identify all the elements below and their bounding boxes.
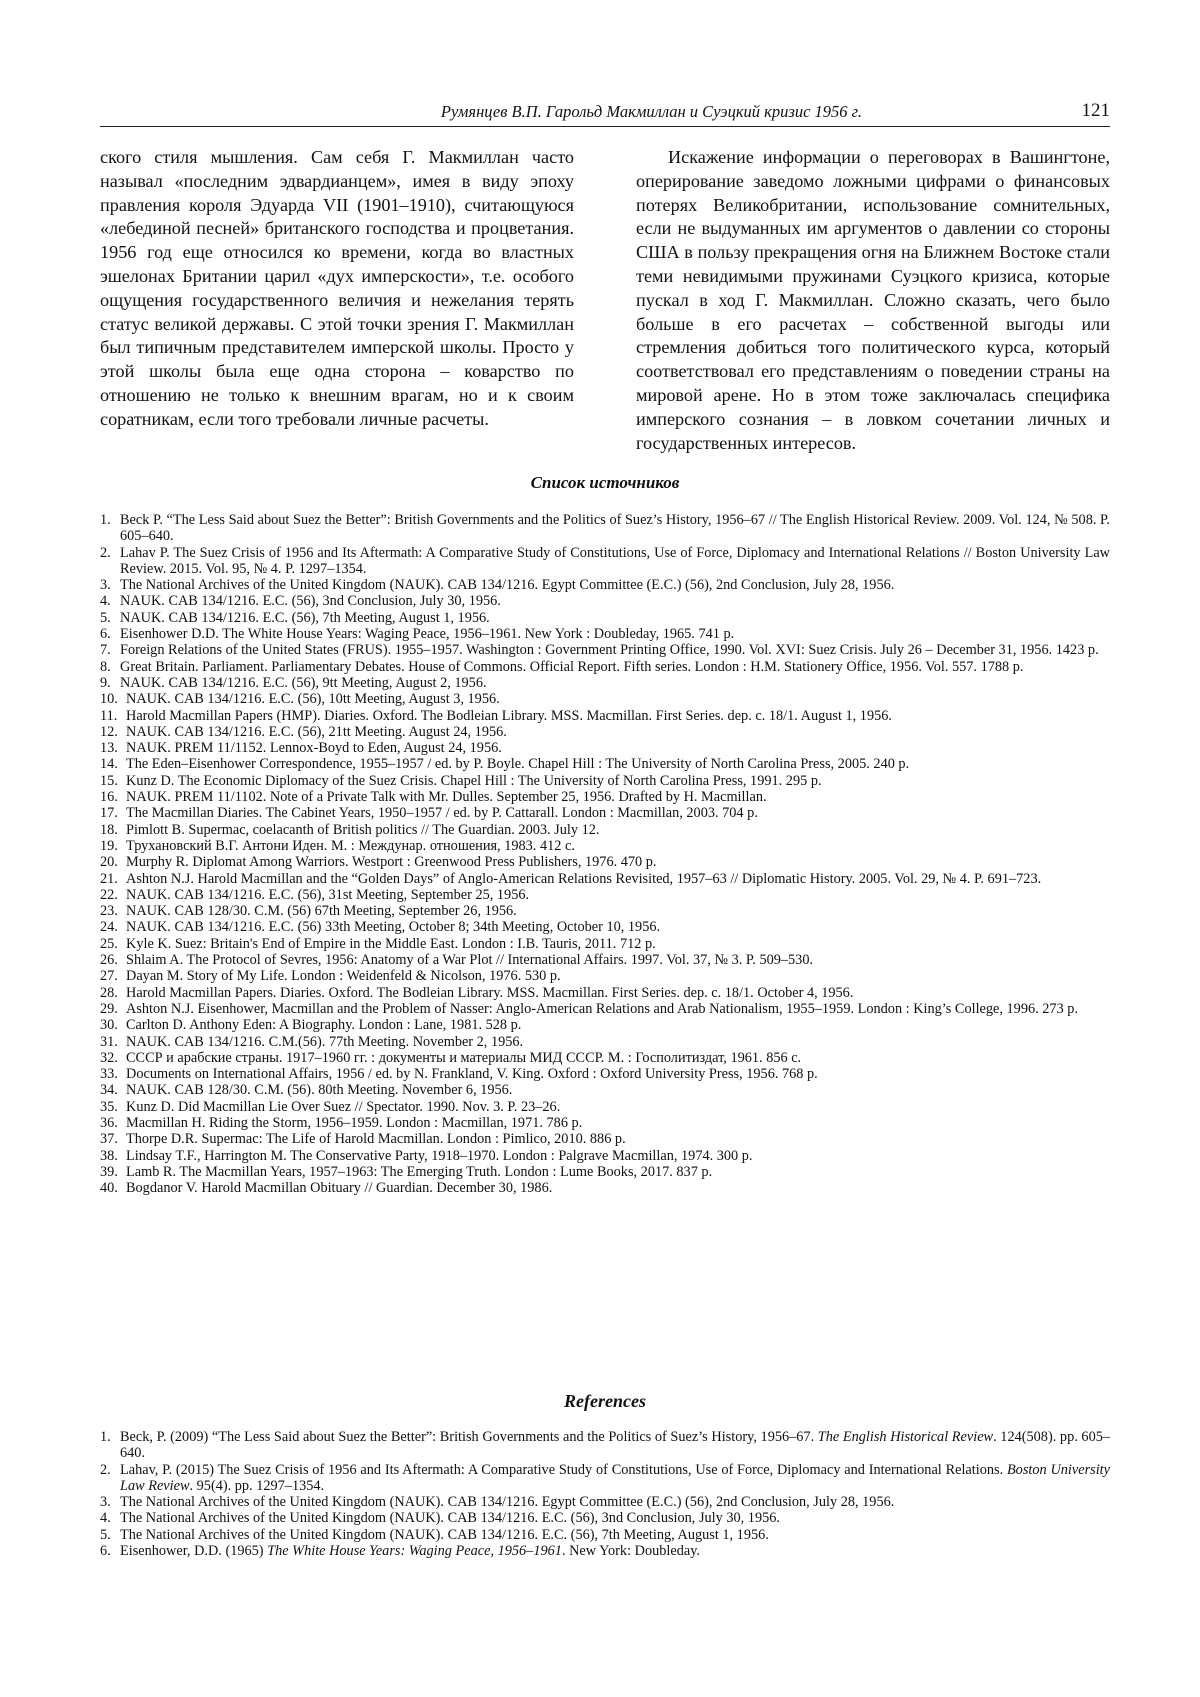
source-text: Beck P. “The Less Said about Suez the Better”: British Governments and the Politics of Suez’s History, 1956–67 // The English Historical Review. 2009. Vol. 124, № 508. P. 605–640.: [120, 512, 1110, 545]
source-item: [100, 854, 1110, 870]
left-column: [100, 146, 574, 432]
source-number: 40.: [100, 1180, 118, 1197]
page-number: 121: [1081, 100, 1110, 121]
source-text: Great Britain. Parliament. Parliamentary Debates. House of Commons. Official Report. Fifth series. London : H.M. Stationery Office, 1956. Vol. 557. 1788 p.: [120, 658, 1024, 675]
source-item: [100, 1099, 1110, 1115]
source-number: 21.: [100, 870, 118, 887]
source-text: Lamb R. The Macmillan Years, 1957–1963: The Emerging Truth. London : Lume Books, 2017. 837 p.: [126, 1163, 713, 1180]
source-text: Eisenhower D.D. The White House Years: Waging Peace, 1956–1961. New York : Doubleday, 1965. 741 p.: [120, 626, 735, 643]
source-number: 38.: [100, 1147, 118, 1164]
source-number: 10.: [100, 691, 118, 708]
reference-after-text: . 124(508). pp. 605–640.: [120, 1429, 1111, 1462]
source-item: [100, 968, 1110, 984]
source-item: [100, 577, 1110, 593]
reference-item: [100, 1510, 1110, 1526]
source-text: NAUK. CAB 134/1216. E.C. (56), 7th Meeting, August 1, 1956.: [120, 609, 490, 626]
source-number: 20.: [100, 854, 118, 871]
source-text: СССР и арабские страны. 1917–1960 гг. : документы и материалы МИД СССР. М. : Госполитиздат, 1961. 856 с.: [126, 1049, 802, 1066]
sources-list: [100, 512, 1110, 1196]
source-text: NAUK. PREM 11/1102. Note of a Private Talk with Mr. Dulles. September 25, 1956. Drafted by H. Macmillan.: [126, 789, 767, 806]
source-number: 39.: [100, 1163, 118, 1180]
source-number: 14.: [100, 756, 118, 773]
source-item: [100, 887, 1110, 903]
reference-italic-text: Boston University Law Review: [120, 1461, 1110, 1494]
source-number: 11.: [100, 707, 118, 724]
reference-text: [120, 1462, 1110, 1494]
source-text: The National Archives of the United Kingdom (NAUK). CAB 134/1216. Egypt Committee (E.C.) (56), 2nd Conclusion, July 28, 1956.: [120, 577, 895, 594]
source-item: [100, 903, 1110, 919]
source-number: 1.: [100, 512, 111, 528]
reference-item: [100, 1462, 1110, 1495]
reference-text: [120, 1494, 894, 1510]
reference-after-text: . New York: Doubleday.: [561, 1543, 700, 1560]
source-number: 18.: [100, 821, 118, 838]
source-text: Трухановский В.Г. Антони Иден. М. : Междунар. отношения, 1983. 412 с.: [126, 837, 575, 854]
reference-text: [120, 1429, 1110, 1461]
source-text: Shlaim A. The Protocol of Sevres, 1956: Anatomy of a War Plot // International Affairs. 1997. Vol. 37, № 3. P. 509–530.: [126, 952, 814, 969]
source-item: [100, 1164, 1110, 1180]
references-heading: References: [564, 1391, 646, 1411]
left-column-paragraph: ского стиля мышления. Сам себя Г. Макмиллан часто называл «последним эдвардианцем», имея в виду эпоху правления короля Эдуарда VII (1901–1910), считающуюся «лебединой песней» британского господства и процветания. 1956 год еще относился ко времени, когда во властных эшелонах Британии царил «дух имперскости», т.е. особого ощущения государственного величия и нежелания терять статус великой державы. С этой точки зрения Г. Макмиллан был типичным представителем имперской школы. Просто у этой школы была еще одна сторона – коварство по отношению не только к внешним врагам, но и к своим соратникам, если того требовали личные расчеты.: [100, 147, 574, 429]
reference-number: 4.: [100, 1510, 111, 1527]
source-item: [100, 675, 1110, 691]
source-number: 22.: [100, 886, 118, 903]
source-number: 30.: [100, 1017, 118, 1034]
source-text: NAUK. CAB 134/1216. E.C. (56), 31st Meeting, September 25, 1956.: [126, 886, 530, 903]
source-item: [100, 593, 1110, 609]
source-text: NAUK. CAB 134/1216. E.C. (56), 21tt Meeting. August 24, 1956.: [126, 723, 507, 740]
source-item: [100, 642, 1110, 658]
source-number: 35.: [100, 1098, 118, 1115]
source-text: NAUK. CAB 128/30. C.M. (56). 80th Meeting. November 6, 1956.: [126, 1082, 513, 1099]
source-text: Ashton N.J. Eisenhower, Macmillan and the Problem of Nasser: Anglo-American Relations and Arab Nationalism, 1955–1959. London : King’s College, 1996. 273 p.: [126, 1000, 1079, 1017]
source-number: 4.: [100, 593, 111, 610]
source-text: Harold Macmillan Papers (HMP). Diaries. Oxford. The Bodleian Library. MSS. Macmillan. First Series. dep. c. 18/1. August 1, 1956.: [126, 707, 892, 724]
source-item: [100, 724, 1110, 740]
source-text: Kunz D. Did Macmillan Lie Over Suez // Spectator. 1990. Nov. 3. P. 23–26.: [126, 1098, 561, 1115]
source-number: 12.: [100, 723, 118, 740]
reference-before-text: Eisenhower, D.D. (1965): [120, 1543, 268, 1560]
source-item: [100, 756, 1110, 772]
reference-italic-text: The White House Years: Waging Peace, 1956–1961: [267, 1543, 562, 1560]
reference-before-text: The National Archives of the United Kingdom (NAUK). CAB 134/1216. Egypt Committee (E.C.) (56), 2nd Conclusion, July 28, 1956.: [120, 1494, 895, 1511]
source-item: [100, 610, 1110, 626]
reference-number: 5.: [100, 1526, 111, 1543]
source-text: Ashton N.J. Harold Macmillan and the “Golden Days” of Anglo-American Relations Revisited, 1957–63 // Diplomatic History. 2005. Vol. 29, № 4. P. 691–723.: [126, 870, 1042, 887]
running-header: [100, 96, 1110, 127]
source-item: [100, 985, 1110, 1001]
source-text: Pimlott B. Supermac, coelacanth of British politics // The Guardian. 2003. July 12.: [126, 821, 600, 838]
source-item: [100, 919, 1110, 935]
source-number: 6.: [100, 626, 111, 643]
source-item: [100, 789, 1110, 805]
source-item: [100, 512, 1110, 545]
source-number: 25.: [100, 935, 118, 952]
source-number: 13.: [100, 740, 118, 757]
source-number: 15.: [100, 772, 118, 789]
source-text: NAUK. CAB 134/1216. E.C. (56) 33th Meeting, October 8; 34th Meeting, October 10, 1956.: [126, 919, 661, 936]
reference-item: [100, 1429, 1110, 1462]
source-text: Carlton D. Anthony Eden: A Biography. London : Lane, 1981. 528 p.: [126, 1017, 522, 1034]
source-number: 3.: [100, 577, 111, 594]
source-text: Bogdanor V. Harold Macmillan Obituary // Guardian. December 30, 1986.: [126, 1180, 553, 1197]
source-item: [100, 740, 1110, 756]
source-item: [100, 708, 1110, 724]
source-number: 9.: [100, 674, 111, 691]
source-text: Harold Macmillan Papers. Diaries. Oxford. The Bodleian Library. MSS. Macmillan. First Series. dep. c. 18/1. October 4, 1956.: [126, 984, 854, 1001]
reference-item: [100, 1543, 1110, 1559]
source-number: 29.: [100, 1000, 118, 1017]
source-number: 32.: [100, 1049, 118, 1066]
source-number: 34.: [100, 1082, 118, 1099]
source-text: NAUK. CAB 134/1216. E.C. (56), 3nd Conclusion, July 30, 1956.: [120, 593, 501, 610]
source-item: [100, 838, 1110, 854]
source-text: NAUK. CAB 134/1216. E.C. (56), 9tt Meeting, August 2, 1956.: [120, 674, 487, 691]
sources-heading: Список источников: [530, 473, 680, 492]
source-text: Lindsay T.F., Harrington M. The Conservative Party, 1918–1970. London : Palgrave Macmillan, 1974. 300 p.: [126, 1147, 753, 1164]
source-number: 23.: [100, 903, 118, 920]
reference-before-text: The National Archives of the United Kingdom (NAUK). CAB 134/1216. E.C. (56), 3nd Conclusion, July 30, 1956.: [120, 1510, 780, 1527]
source-number: 7.: [100, 642, 111, 659]
source-text: Lahav P. The Suez Crisis of 1956 and Its Aftermath: A Comparative Study of Constitutions, Use of Force, Diplomacy and International Relations // Boston University Law Review. 2015. Vol. 95, № 4. P. 1297–1354.: [120, 544, 1110, 577]
source-item: [100, 822, 1110, 838]
source-item: [100, 773, 1110, 789]
source-item: [100, 691, 1110, 707]
source-number: 33.: [100, 1066, 118, 1083]
source-item: [100, 1066, 1110, 1082]
source-item: [100, 871, 1110, 887]
reference-number: 2.: [100, 1461, 111, 1478]
source-item: [100, 805, 1110, 821]
reference-item: [100, 1527, 1110, 1543]
source-item: [100, 545, 1110, 578]
reference-text: [120, 1527, 769, 1543]
source-item: [100, 936, 1110, 952]
source-text: Macmillan H. Riding the Storm, 1956–1959. London : Macmillan, 1971. 786 p.: [126, 1114, 583, 1131]
source-item: [100, 952, 1110, 968]
source-number: 36.: [100, 1114, 118, 1131]
right-column-paragraph: Искажение информации о переговорах в Вашингтоне, оперирование заведомо ложными цифрами о финансовых потерях Великобритании, использование сомнительных, если не выдуманных им аргументов о давлении со стороны США в пользу прекращения огня на Ближнем Востоке стали теми невидимыми пружинами Суэцкого кризиса, которые пускал в ход Г. Макмиллан. Сложно сказать, чего было больше в его расчетах – собственной выгоды или стремления добиться того политического курса, который соответствовал его представлениям о поведении страны на мировой арене. Но в этом тоже заключалась специфика имперского сознания – в ловком сочетании личных и государственных интересов.: [636, 147, 1110, 453]
reference-number: 3.: [100, 1494, 111, 1511]
source-number: 27.: [100, 968, 118, 985]
reference-text: [120, 1543, 700, 1559]
source-text: Murphy R. Diplomat Among Warriors. Westport : Greenwood Press Publishers, 1976. 470 p.: [126, 854, 657, 871]
reference-before-text: Lahav, P. (2015) The Suez Crisis of 1956 and Its Aftermath: A Comparative Study of Constitutions, Use of Force, Diplomacy and International Relations.: [120, 1461, 1007, 1478]
reference-before-text: The National Archives of the United Kingdom (NAUK). CAB 134/1216. E.C. (56), 7th Meeting, August 1, 1956.: [120, 1526, 769, 1543]
references-list: [100, 1429, 1110, 1559]
source-text: The Eden–Eisenhower Correspondence, 1955–1957 / ed. by P. Boyle. Chapel Hill : The University of North Carolina Press, 2005. 240 p.: [126, 756, 910, 773]
source-text: Foreign Relations of the United States (FRUS). 1955–1957. Washington : Government Printing Office, 1990. Vol. XVI: Suez Crisis. July 26 – December 31, 1956. 1423 p.: [120, 642, 1099, 659]
reference-number: 6.: [100, 1543, 111, 1560]
source-number: 2.: [100, 544, 111, 561]
source-text: Dayan M. Story of My Life. London : Weidenfeld & Nicolson, 1976. 530 p.: [126, 968, 561, 985]
source-number: 5.: [100, 609, 111, 626]
source-text: NAUK. PREM 11/1152. Lennox-Boyd to Eden, August 24, 1956.: [126, 740, 502, 757]
source-item: [100, 626, 1110, 642]
source-text: The Macmillan Diaries. The Cabinet Years, 1950–1957 / ed. by P. Cattarall. London : Macmillan, 2003. 704 p.: [126, 805, 758, 822]
reference-text: [120, 1510, 780, 1526]
reference-after-text: . 95(4). pp. 1297–1354.: [189, 1477, 325, 1494]
source-number: 37.: [100, 1131, 118, 1148]
source-text: Documents on International Affairs, 1956 / ed. by N. Frankland, V. King. Oxford : Oxford University Press, 1956. 768 p.: [126, 1066, 818, 1083]
source-item: [100, 1180, 1110, 1196]
source-number: 24.: [100, 919, 118, 936]
source-item: [100, 1115, 1110, 1131]
reference-italic-text: The English Historical Review: [817, 1429, 994, 1445]
source-item: [100, 1001, 1110, 1017]
source-item: [100, 659, 1110, 675]
reference-number: 1.: [100, 1429, 111, 1445]
source-item: [100, 1034, 1110, 1050]
right-column: [636, 146, 1110, 455]
source-item: [100, 1131, 1110, 1147]
source-text: Kunz D. The Economic Diplomacy of the Suez Crisis. Chapel Hill : The University of North Carolina Press, 1991. 295 p.: [126, 772, 822, 789]
reference-before-text: Beck, P. (2009) “The Less Said about Suez the Better”: British Governments and the Politics of Suez’s History, 1956–67.: [120, 1429, 818, 1445]
source-item: [100, 1050, 1110, 1066]
source-text: Thorpe D.R. Supermac: The Life of Harold Macmillan. London : Pimlico, 2010. 886 p.: [126, 1131, 626, 1148]
source-number: 26.: [100, 952, 118, 969]
source-item: [100, 1082, 1110, 1098]
source-number: 16.: [100, 789, 118, 806]
reference-item: [100, 1494, 1110, 1510]
source-number: 17.: [100, 805, 118, 822]
source-item: [100, 1017, 1110, 1033]
source-item: [100, 1148, 1110, 1164]
source-number: 28.: [100, 984, 118, 1001]
source-text: NAUK. CAB 134/1216. E.C. (56), 10tt Meeting, August 3, 1956.: [126, 691, 500, 708]
source-text: NAUK. CAB 128/30. C.M. (56) 67th Meeting, September 26, 1956.: [126, 903, 517, 920]
source-text: Kyle K. Suez: Britain's End of Empire in the Middle East. London : I.B. Tauris, 2011. 712 p.: [126, 935, 656, 952]
source-text: NAUK. CAB 134/1216. C.M.(56). 77th Meeting. November 2, 1956.: [126, 1033, 524, 1050]
source-number: 19.: [100, 837, 118, 854]
source-number: 8.: [100, 658, 111, 675]
running-title: Румянцев В.П. Гарольд Макмиллан и Суэцкий кризис 1956 г.: [440, 102, 862, 121]
source-number: 31.: [100, 1033, 118, 1050]
